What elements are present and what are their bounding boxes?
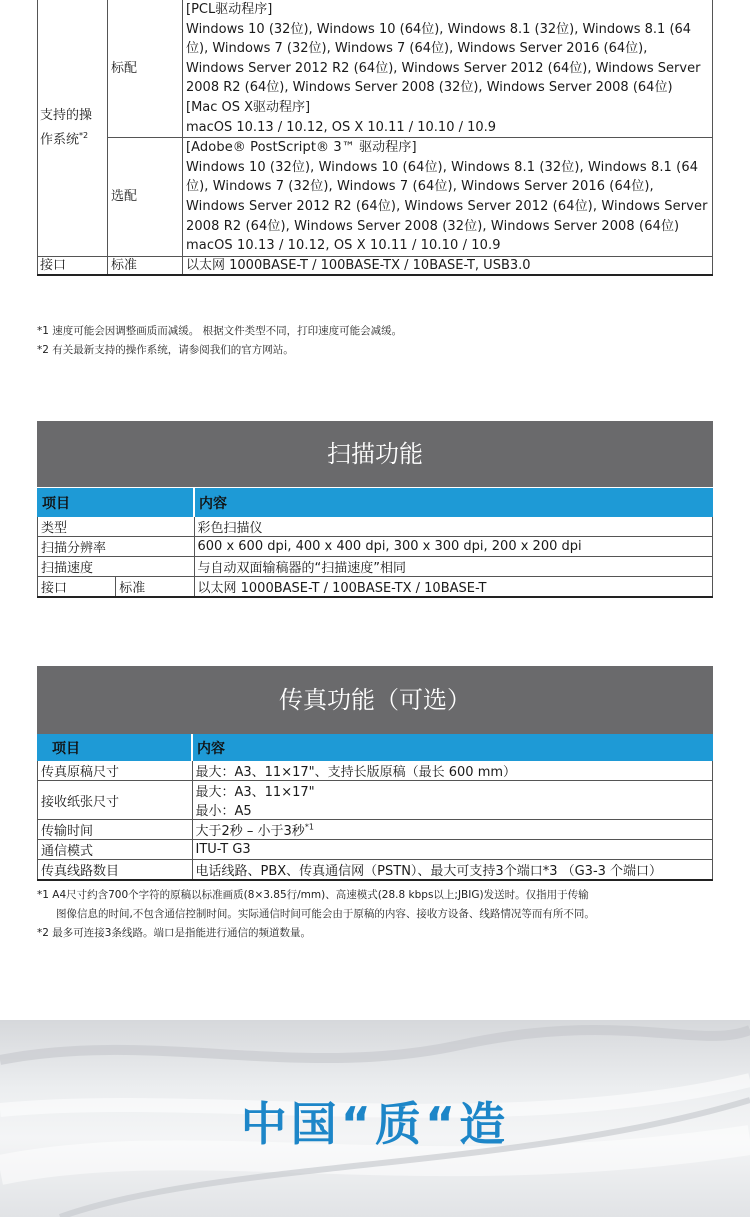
fax-row-value: ITU-T G3 bbox=[192, 840, 713, 860]
os-standard-line: Windows 10 (32位), Windows 10 (64位), Windows 8.1 (32位), Windows 8.1 (64位), Windows 7 (32位), Windows 7 (64位), Windows Server 2016 (64位), Windows Server 2012 R2 (64位), Windows Server 2012 (64位), Windows Server 2008 R2 (64位), Windows Server 2008 (32位), Windows Server 2008 (64位) bbox=[186, 21, 701, 96]
os-section-sup: *2 bbox=[79, 130, 89, 140]
scan-row-value: 彩色扫描仪 bbox=[194, 517, 713, 537]
os-section-text: 支持的操作系统 bbox=[40, 108, 93, 148]
fax-header-row bbox=[38, 735, 713, 761]
scan-interface-value: 以太网 1000BASE-T / 100BASE-TX / 10BASE-T bbox=[194, 577, 713, 598]
table-row bbox=[38, 781, 713, 820]
fax-row-key: 传真原稿尺寸 bbox=[38, 761, 193, 781]
table-row bbox=[38, 840, 713, 860]
scan-interface-sub: 标准 bbox=[116, 577, 194, 598]
scan-row-value: 与自动双面输稿器的“扫描速度”相同 bbox=[194, 557, 713, 577]
fax-section-title: 传真功能（可选） bbox=[37, 666, 713, 734]
fax-row-value-text: 大于2秒 – 小于3秒 bbox=[195, 824, 305, 839]
slogan: 中国“质“造 bbox=[240, 1097, 510, 1151]
os-note-2: *2 有关最新支持的操作系统，请参阅我们的官方网站。 bbox=[37, 344, 294, 356]
scan-row-value: 600 x 600 dpi, 400 x 400 dpi, 300 x 300 dpi, 200 x 200 dpi bbox=[194, 537, 713, 557]
os-notes bbox=[37, 322, 402, 360]
fax-row-key: 传真线路数目 bbox=[38, 860, 193, 881]
os-optional-label: 选配 bbox=[108, 138, 183, 257]
os-standard-value bbox=[183, 0, 713, 138]
os-optional-row bbox=[38, 138, 713, 257]
fax-row-key: 通信模式 bbox=[38, 840, 193, 860]
table-row bbox=[38, 577, 713, 598]
scan-header-content: 内容 bbox=[194, 489, 713, 517]
table-row bbox=[38, 537, 713, 557]
interface-value: 以太网 1000BASE-T / 100BASE-TX / 10BASE-T, USB3.0 bbox=[183, 256, 713, 275]
fax-row-key: 传输时间 bbox=[38, 820, 193, 840]
scan-header-row bbox=[38, 489, 713, 517]
scan-interface-key: 接口 bbox=[38, 577, 116, 598]
table-row bbox=[38, 557, 713, 577]
fax-spec-table bbox=[37, 734, 713, 881]
fax-row-value-line: 最小：A5 bbox=[195, 804, 252, 819]
os-optional-line: [Adobe® PostScript® 3™ 驱动程序] bbox=[186, 140, 417, 156]
interface-sub-label: 标准 bbox=[108, 256, 183, 275]
interface-label: 接口 bbox=[38, 256, 108, 275]
fax-notes bbox=[37, 886, 727, 943]
fax-row-value-line: 最大：A3、11×17" bbox=[195, 785, 315, 800]
os-standard-row bbox=[38, 0, 713, 138]
os-note-1: *1 速度可能会因调整画质而减缓。 根据文件类型不同，打印速度可能会减缓。 bbox=[37, 325, 403, 337]
os-section-label bbox=[38, 0, 108, 256]
fax-row-sup: *1 bbox=[304, 822, 314, 832]
table-row bbox=[38, 820, 713, 840]
scan-header-item: 项目 bbox=[38, 489, 195, 517]
fax-row-value bbox=[192, 820, 713, 840]
os-interface-row bbox=[38, 256, 713, 275]
fax-row-key: 接收纸张尺寸 bbox=[38, 781, 193, 820]
fax-header-item: 项目 bbox=[38, 735, 193, 761]
os-support-table bbox=[37, 0, 713, 276]
scan-row-key: 扫描速度 bbox=[38, 557, 195, 577]
fax-row-value: 电话线路、PBX、传真通信网（PSTN）、最大可支持3个端口*3 （G3-3 个端口） bbox=[192, 860, 713, 881]
os-standard-line: macOS 10.13 / 10.12, OS X 10.11 / 10.10 / 10.9 bbox=[186, 119, 497, 135]
table-row bbox=[38, 761, 713, 781]
fax-row-value: 最大：A3、11×17"、支持长版原稿（最长 600 mm） bbox=[192, 761, 713, 781]
os-optional-line: Windows 10 (32位), Windows 10 (64位), Windows 8.1 (32位), Windows 8.1 (64位), Windows 7 (32位), Windows 7 (64位), Windows Server 2016 (64位), Windows Server 2012 R2 (64位), Windows Server 2012 (64位), Windows Server 2008 R2 (64位), Windows Server 2008 (32位), Windows Server 2008 (64位) bbox=[186, 159, 708, 234]
scan-section-title: 扫描功能 bbox=[37, 421, 713, 487]
os-optional-line: macOS 10.13 / 10.12, OS X 10.11 / 10.10 / 10.9 bbox=[186, 238, 501, 254]
os-standard-label: 标配 bbox=[108, 0, 183, 138]
fax-note-2: *2 最多可连接3条线路。端口是指能进行通信的频道数量。 bbox=[37, 927, 311, 939]
os-optional-value bbox=[183, 138, 713, 257]
fax-row-value bbox=[192, 781, 713, 820]
table-row bbox=[38, 517, 713, 537]
scan-spec-table bbox=[37, 488, 713, 598]
fax-note-1: *1 A4尺寸约含700个字符的原稿以标准画质(8×3.85行/mm)、高速模式(28.8 kbps以上;JBIG)发送时。仅指用于传输 bbox=[37, 889, 589, 901]
scan-row-key: 扫描分辨率 bbox=[38, 537, 195, 557]
os-standard-line: [PCL驱动程序] bbox=[186, 2, 273, 17]
table-row bbox=[38, 860, 713, 881]
fax-note-1-cont: 图像信息的时间,不包含通信控制时间。实际通信时间可能会由于原稿的内容、接收方设备、线路情况等而有所不同。 bbox=[56, 908, 595, 920]
fax-header-content: 内容 bbox=[192, 735, 713, 761]
os-standard-line: [Mac OS X驱动程序] bbox=[186, 99, 311, 115]
scan-row-key: 类型 bbox=[38, 517, 195, 537]
